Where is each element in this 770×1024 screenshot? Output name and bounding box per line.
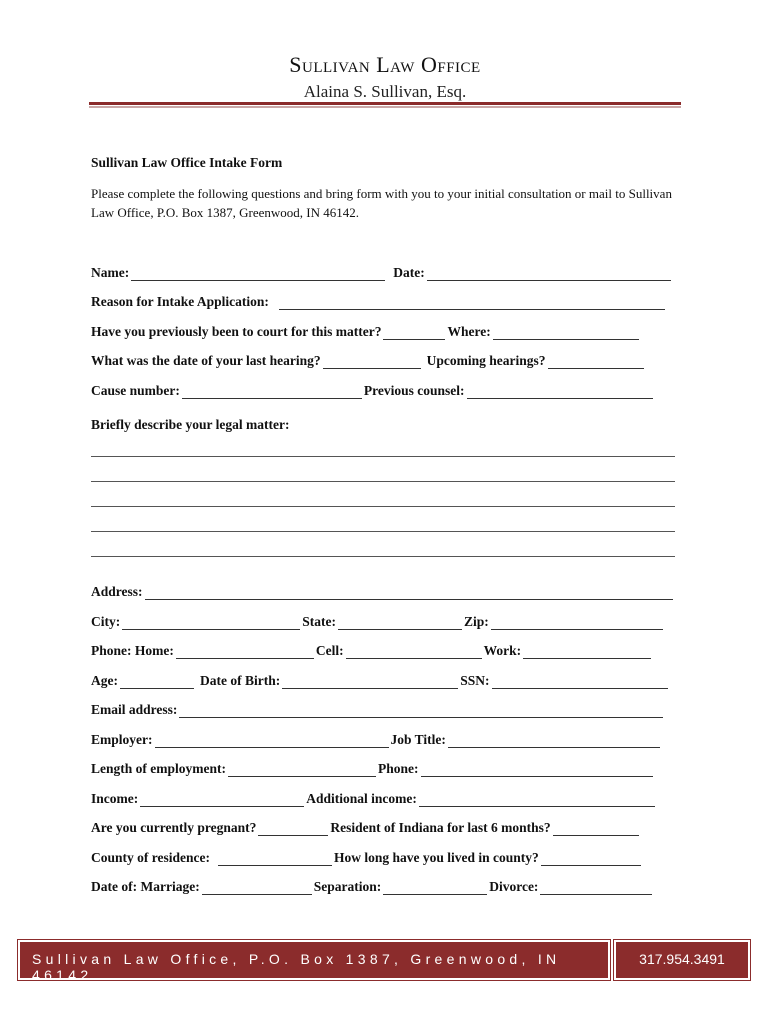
employer-phone-label: Phone: [378, 761, 419, 776]
footer-phone-box [616, 942, 748, 978]
additional-income-field[interactable] [419, 792, 655, 807]
marriage-date-label: Date of: Marriage: [91, 879, 200, 894]
divorce-date-field[interactable] [540, 880, 652, 895]
reason-row [91, 290, 681, 310]
reason-label: Reason for Intake Application: [91, 294, 269, 309]
name-date-row [91, 261, 681, 281]
city-label: City: [91, 614, 121, 629]
resident-label: Resident of Indiana for last 6 months? [330, 820, 551, 835]
court-row [91, 320, 681, 340]
job-title-field[interactable] [448, 733, 660, 748]
employment-length-row [91, 757, 681, 777]
home-phone-field[interactable] [176, 644, 314, 659]
dob-field[interactable] [282, 674, 458, 689]
footer-address-bar [20, 942, 608, 983]
home-phone-label: Phone: Home: [91, 643, 174, 658]
zip-label: Zip: [464, 614, 489, 629]
pregnant-label: Are you currently pregnant? [91, 820, 257, 835]
describe-row [91, 417, 681, 437]
date-field[interactable] [427, 266, 671, 281]
employer-row [91, 728, 681, 748]
dob-label: Date of Birth: [200, 673, 281, 688]
email-row [91, 698, 681, 718]
divorce-date-label: Divorce: [489, 879, 539, 894]
last-hearing-label: What was the date of your last hearing? [91, 353, 321, 368]
describe-label: Briefly describe your legal matter: [91, 417, 290, 432]
ssn-field[interactable] [492, 674, 668, 689]
separation-date-field[interactable] [383, 880, 487, 895]
phones-row [91, 639, 681, 659]
pregnant-field[interactable] [258, 821, 328, 836]
work-phone-label: Work: [483, 643, 522, 658]
zip-field[interactable] [491, 615, 663, 630]
marital-dates-row [91, 875, 681, 895]
county-duration-label: How long have you lived in county? [334, 850, 539, 865]
footer-address: Sullivan Law Office, P.O. Box 1387, Greenwood, IN 46142 [32, 951, 561, 983]
additional-income-label: Additional income: [306, 791, 417, 806]
age-dob-ssn-row [91, 669, 681, 689]
attorney-name: Alaina S. Sullivan, Esq. [303, 82, 467, 101]
employment-length-label: Length of employment: [91, 761, 226, 776]
previous-counsel-label: Previous counsel: [363, 383, 465, 398]
upcoming-hearings-label: Upcoming hearings? [426, 353, 546, 368]
county-field[interactable] [218, 851, 332, 866]
hearing-row [91, 349, 681, 369]
employer-field[interactable] [155, 733, 389, 748]
income-label: Income: [91, 791, 139, 806]
email-field[interactable] [179, 703, 663, 718]
email-label: Email address: [91, 702, 178, 717]
cause-row [91, 379, 681, 399]
ssn-label: SSN: [460, 673, 490, 688]
previous-counsel-field[interactable] [467, 384, 653, 399]
separation-date-label: Separation: [313, 879, 382, 894]
last-hearing-field[interactable] [323, 354, 421, 369]
work-phone-field[interactable] [523, 644, 651, 659]
city-state-zip-row [91, 610, 681, 630]
header-divider-shadow [89, 106, 681, 108]
description-line[interactable] [91, 531, 675, 532]
county-duration-field[interactable] [541, 851, 641, 866]
cell-phone-label: Cell: [315, 643, 344, 658]
address-label: Address: [91, 584, 143, 599]
income-field[interactable] [140, 792, 304, 807]
date-label: Date: [393, 265, 425, 280]
resident-field[interactable] [553, 821, 639, 836]
description-line[interactable] [91, 481, 675, 482]
county-row [91, 846, 681, 866]
description-line[interactable] [91, 506, 675, 507]
income-row [91, 787, 681, 807]
where-label: Where: [447, 324, 491, 339]
age-label: Age: [91, 673, 118, 688]
address-row [91, 580, 681, 600]
state-label: State: [302, 614, 336, 629]
address-field[interactable] [145, 585, 673, 600]
court-before-label: Have you previously been to court for this matter? [91, 324, 382, 339]
pregnant-resident-row [91, 816, 681, 836]
name-label: Name: [91, 265, 130, 280]
form-title: Sullivan Law Office Intake Form [91, 155, 283, 170]
form-instructions: Please complete the following questions and bring form with you to your initial consultation or mail to Sullivan Law Office, P.O. Box 1387, Greenwood, IN 46142. [91, 186, 672, 220]
office-title: Sullivan Law Office [289, 52, 481, 77]
age-field[interactable] [120, 674, 194, 689]
city-field[interactable] [122, 615, 300, 630]
employment-length-field[interactable] [228, 762, 376, 777]
court-before-field[interactable] [383, 325, 445, 340]
description-line[interactable] [91, 456, 675, 457]
job-title-label: Job Title: [390, 732, 446, 747]
header-divider [89, 102, 681, 105]
cause-number-field[interactable] [182, 384, 362, 399]
employer-phone-field[interactable] [421, 762, 653, 777]
cause-number-label: Cause number: [91, 383, 180, 398]
name-field[interactable] [131, 266, 385, 281]
upcoming-hearings-field[interactable] [548, 354, 644, 369]
reason-field[interactable] [279, 295, 665, 310]
footer-phone: 317.954.3491 [639, 951, 725, 967]
where-field[interactable] [493, 325, 639, 340]
description-line[interactable] [91, 556, 675, 557]
cell-phone-field[interactable] [346, 644, 482, 659]
marriage-date-field[interactable] [202, 880, 312, 895]
state-field[interactable] [338, 615, 462, 630]
employer-label: Employer: [91, 732, 153, 747]
county-label: County of residence: [91, 850, 210, 865]
